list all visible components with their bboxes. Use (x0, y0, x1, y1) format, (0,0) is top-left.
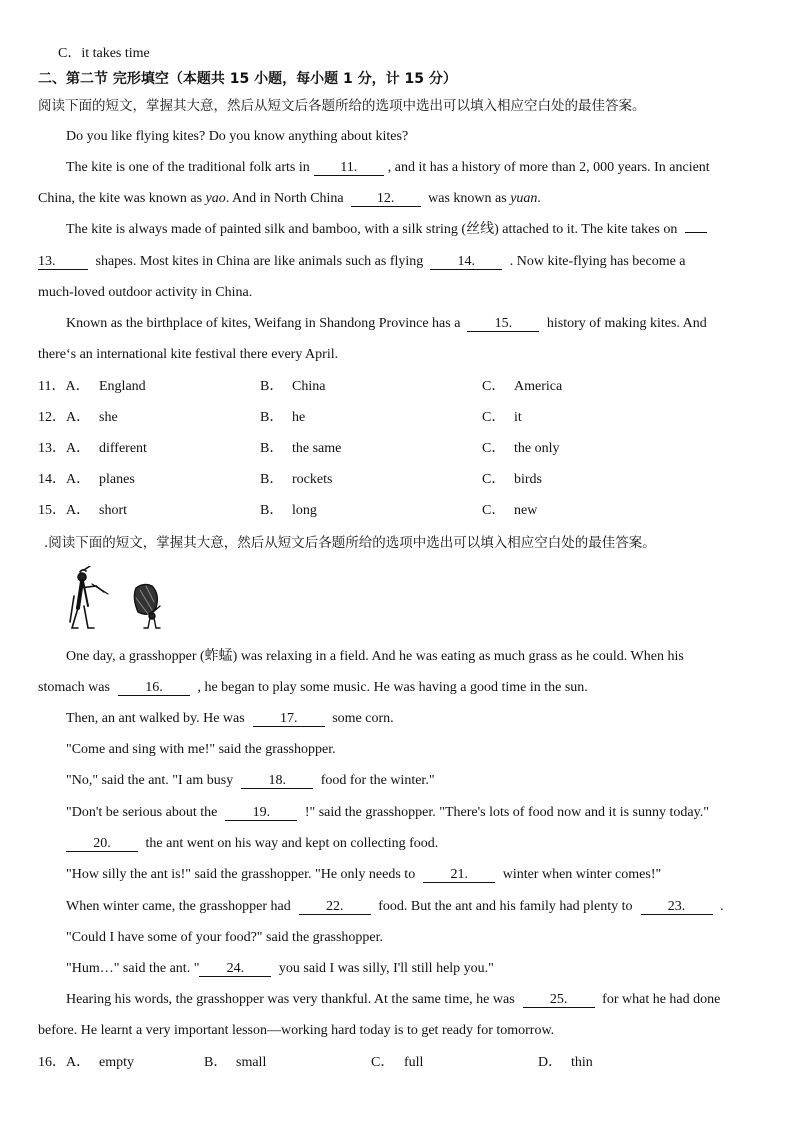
option-b[interactable]: long (292, 503, 317, 518)
option-b[interactable]: the same (292, 441, 342, 456)
option-a[interactable]: different (99, 441, 147, 456)
blank-22[interactable]: 22. (299, 899, 371, 915)
passage1-line1: Do you like flying kites? Do you know anything about kites? (66, 129, 409, 144)
blank-17[interactable]: 17. (253, 711, 325, 727)
blank-16[interactable]: 16. (118, 680, 190, 696)
option-a[interactable]: short (99, 503, 127, 518)
passage2-line6: "Don't be serious about the 19. !" said the grasshopper. "There's lots of food now and it is sunny today." (66, 805, 709, 820)
blank-12[interactable]: 12. (351, 191, 421, 207)
option-b[interactable]: he (292, 410, 306, 425)
passage2-line3: Then, an ant walked by. He was 17. some corn. (66, 711, 394, 726)
ant-drawing (134, 584, 160, 628)
passage1-line6: much-loved outdoor activity in China. (38, 285, 253, 300)
grasshopper-ant-illustration (64, 566, 174, 632)
option-c[interactable]: birds (514, 472, 542, 487)
option-d[interactable]: thin (571, 1055, 593, 1070)
passage1-line7: Known as the birthplace of kites, Weifang in Shandong Province has a 15. history of making kites. And (66, 316, 707, 331)
option-b[interactable]: rockets (292, 472, 333, 487)
passage2-line9: When winter came, the grasshopper had 22. food. But the ant and his family had plenty to 23. . (66, 899, 724, 914)
blank-13-start (685, 232, 707, 233)
passage2-line5: "No," said the ant. "I am busy 18. food for the winter." (66, 773, 435, 788)
passage2-line12: Hearing his words, the grasshopper was very thankful. At the same time, he was 25. for what he had done (66, 992, 721, 1007)
blank-25[interactable]: 25. (523, 992, 595, 1008)
instruction-text: 阅读下面的短文，掌握其大意，然后从短文后各题所给的选项中选出可以填入相应空白处的最佳答案。 (38, 98, 646, 114)
previous-option-c: C．it takes time (58, 46, 150, 61)
passage2-line11: "Hum…" said the ant. " 24. you said I was silly, I'll still help you." (66, 961, 494, 976)
option-a[interactable]: she (99, 410, 118, 425)
option-c[interactable]: the only (514, 441, 560, 456)
section-title: 二、第二节 完形填空（本题共 15 小题，每小题 1 分，计 15 分） (38, 71, 457, 87)
option-b[interactable]: China (292, 379, 326, 394)
blank-20[interactable]: 20. (66, 836, 138, 852)
passage2-line8: "How silly the ant is!" said the grasshopper. "He only needs to 21. winter when winter comes!" (66, 867, 662, 882)
blank-18[interactable]: 18. (241, 773, 313, 789)
blank-11[interactable]: 11. (314, 160, 384, 176)
option-c[interactable]: new (514, 503, 538, 518)
blank-13[interactable]: 13. (38, 254, 88, 270)
blank-23[interactable]: 23. (641, 899, 713, 915)
blank-14[interactable]: 14. (430, 254, 502, 270)
blank-19[interactable]: 19. (225, 805, 297, 821)
option-a[interactable]: planes (99, 472, 135, 487)
blank-24[interactable]: 24. (199, 961, 271, 977)
passage1-line2: The kite is one of the traditional folk arts in 11. , and it has a history of more than 2, 000 years. In ancient (66, 160, 710, 175)
option-a[interactable]: empty (99, 1055, 134, 1070)
option-a[interactable]: England (99, 379, 146, 394)
passage2-line2: stomach was 16. , he began to play some music. He was having a good time in the sun. (38, 680, 588, 695)
passage2-line10: "Could I have some of your food?" said the grasshopper. (66, 930, 384, 945)
passage1-line8: there‘s an international kite festival there every April. (38, 347, 339, 362)
passage2-line7: 20. the ant went on his way and kept on collecting food. (66, 835, 438, 853)
passage2-line4: "Come and sing with me!" said the grasshopper. (66, 742, 336, 757)
instruction-text-2: .阅读下面的短文，掌握其大意，然后从短文后各题所给的选项中选出可以填入相应空白处的最佳答案。 (44, 535, 656, 551)
grasshopper-drawing (70, 566, 108, 628)
passage1-line3: China, the kite was known as yao. And in North China 12. was known as yuan. (38, 191, 541, 206)
passage2-line13: before. He learnt a very important lesson—working hard today is to get ready for tomorrow. (38, 1023, 555, 1038)
option-c[interactable]: it (514, 410, 522, 425)
passage1-line5: 13. shapes. Most kites in China are like animals such as flying 14. . Now kite-flying has become a (38, 254, 686, 269)
option-c[interactable]: America (514, 379, 563, 394)
option-c[interactable]: full (404, 1055, 424, 1070)
passage2-line1: One day, a grasshopper (蚱蜢) was relaxing in a field. And he was eating as much grass as he could. When his (66, 649, 684, 664)
blank-21[interactable]: 21. (423, 867, 495, 883)
option-b[interactable]: small (236, 1055, 267, 1070)
passage1-line4: The kite is always made of painted silk and bamboo, with a silk string (丝线) attached to it. The kite takes on (66, 221, 711, 239)
blank-15[interactable]: 15. (467, 316, 539, 332)
